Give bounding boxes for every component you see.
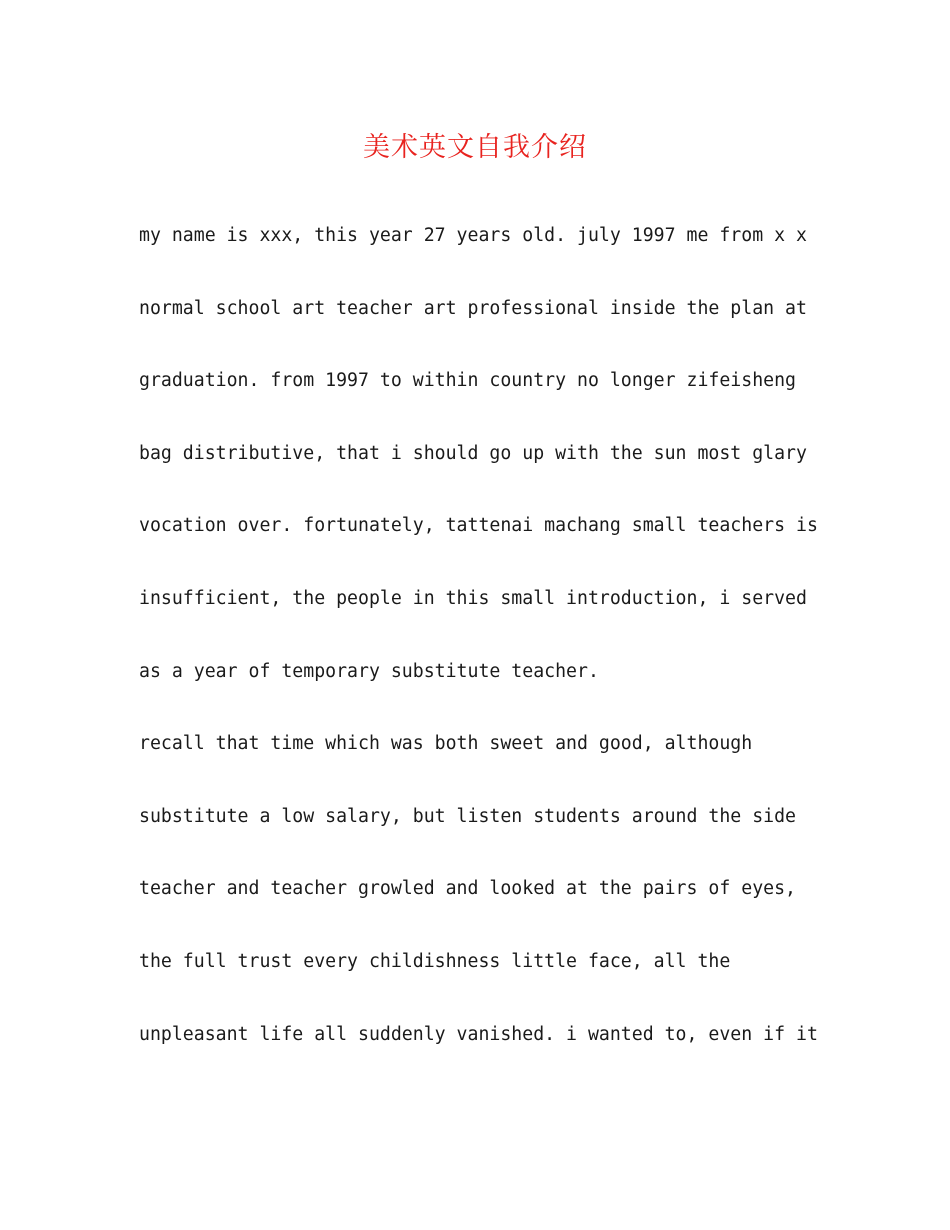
document-title: 美术英文自我介绍 (363, 132, 587, 163)
text-line: graduation. from 1997 to within country no longer zifeisheng (139, 370, 796, 392)
text-line: substitute a low salary, but listen students around the side (139, 805, 796, 827)
text-line: teacher and teacher growled and looked at the pairs of eyes, (139, 878, 796, 900)
text-line: bag distributive, that i should go up with the sun most glary (139, 442, 807, 464)
text-line: unpleasant life all suddenly vanished. i wanted to, even if it (139, 1023, 818, 1045)
text-line: normal school art teacher art professional inside the plan at (139, 297, 807, 319)
text-line: the full trust every childishness little face, all the (139, 950, 731, 972)
text-line: as a year of temporary substitute teacher. (139, 660, 599, 682)
document-body (139, 218, 839, 1089)
text-line: recall that time which was both sweet and good, although (139, 733, 753, 755)
text-line: insufficient, the people in this small introduction, i served (139, 587, 807, 609)
text-line: my name is xxx, this year 27 years old. july 1997 me from x x (139, 225, 807, 246)
text-line: vocation over. fortunately, tattenai machang small teachers is (139, 515, 818, 537)
